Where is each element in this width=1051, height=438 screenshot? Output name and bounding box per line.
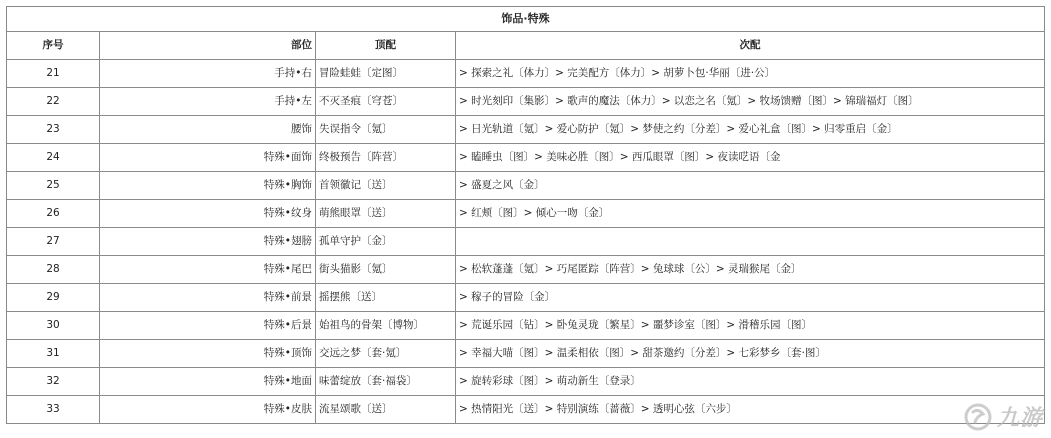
- watermark: [963, 401, 1043, 432]
- cell-alt: [456, 228, 1045, 256]
- cell-slot: 手持•右: [100, 60, 316, 88]
- cell-slot: 腰饰: [100, 116, 316, 144]
- cell-alt: > 时光刻印〔集影〕> 歌声的魔法〔体力〕> 以恋之名〔氪〕> 牧场馈赠〔图〕> 锦瑞福灯〔图〕: [456, 88, 1045, 116]
- cell-slot: 特殊•尾巴: [100, 256, 316, 284]
- cell-top: 孤单守护〔金〕: [316, 228, 456, 256]
- cell-no: 28: [7, 256, 100, 284]
- cell-alt: > 日光轨道〔氪〕> 爱心防护〔氪〕> 梦使之约〔分差〕> 爱心礼盒〔图〕> 归零重启〔金〕: [456, 116, 1045, 144]
- table-row: [7, 340, 1045, 368]
- cell-slot: 特殊•皮肤: [100, 396, 316, 424]
- cell-no: 26: [7, 200, 100, 228]
- cell-no: 22: [7, 88, 100, 116]
- cell-no: 25: [7, 172, 100, 200]
- cell-no: 29: [7, 284, 100, 312]
- cell-top: 摇摆熊〔送〕: [316, 284, 456, 312]
- cell-top: 失误指令〔氪〕: [316, 116, 456, 144]
- cell-alt: > 幸福大喵〔图〕> 温柔相依〔图〕> 甜茶邀约〔分差〕> 七彩梦乡〔套·图〕: [456, 340, 1045, 368]
- cell-slot: 特殊•后景: [100, 312, 316, 340]
- table-row: [7, 200, 1045, 228]
- cell-top: 流星颂歌〔送〕: [316, 396, 456, 424]
- header-alt: 次配: [456, 32, 1045, 60]
- table-row: [7, 396, 1045, 424]
- cell-slot: 特殊•翅膀: [100, 228, 316, 256]
- table-title-row: [7, 7, 1045, 32]
- table-row: [7, 368, 1045, 396]
- cell-no: 24: [7, 144, 100, 172]
- cell-top: 交远之梦〔套·氪〕: [316, 340, 456, 368]
- cell-slot: 特殊•面饰: [100, 144, 316, 172]
- cell-slot: 特殊•前景: [100, 284, 316, 312]
- recommendation-table-container: [6, 6, 1044, 424]
- table-row: [7, 312, 1045, 340]
- table-row: [7, 144, 1045, 172]
- cell-alt: > 松软蓬蓬〔氪〕> 巧尾匿踪〔阵营〕> 兔球球〔公〕> 灵瑞猴尾〔金〕: [456, 256, 1045, 284]
- cell-alt: > 稼子的冒险〔金〕: [456, 284, 1045, 312]
- cell-alt: > 探索之礼〔体力〕> 完美配方〔体力〕> 胡萝卜包·华丽〔进·公〕: [456, 60, 1045, 88]
- watermark-text: 九游: [996, 406, 1043, 431]
- table-row: [7, 88, 1045, 116]
- cell-no: 30: [7, 312, 100, 340]
- cell-no: 27: [7, 228, 100, 256]
- header-no: 序号: [7, 32, 100, 60]
- cell-alt: > 荒诞乐园〔钻〕> 卧兔灵珑〔繁星〕> 噩梦诊室〔图〕> 滑稽乐园〔图〕: [456, 312, 1045, 340]
- cell-no: 33: [7, 396, 100, 424]
- accessory-special-table: [6, 6, 1045, 424]
- cell-alt: > 瞌睡虫〔图〕> 美味必胜〔图〕> 西瓜眼罩〔图〕> 夜读呓语〔金: [456, 144, 1045, 172]
- cell-top: 街头猫影〔氪〕: [316, 256, 456, 284]
- table-title: 饰品·特殊: [7, 7, 1045, 32]
- cell-top: 萌熊眼罩〔送〕: [316, 200, 456, 228]
- cell-alt: > 热情阳光〔送〕> 特别演练〔蔷薇〕> 透明心弦〔六步〕: [456, 396, 1045, 424]
- cell-top: 味蕾绽放〔套·福袋〕: [316, 368, 456, 396]
- cell-top: 冒险蛙蛙〔定图〕: [316, 60, 456, 88]
- header-top: 顶配: [316, 32, 456, 60]
- cell-top: 终极预告〔阵营〕: [316, 144, 456, 172]
- cell-top: 始祖鸟的骨架〔博物〕: [316, 312, 456, 340]
- cell-alt: > 旋转彩球〔图〕> 萌动新生〔登录〕: [456, 368, 1045, 396]
- cell-alt: > 红颊〔图〕> 倾心一吻〔金〕: [456, 200, 1045, 228]
- cell-no: 23: [7, 116, 100, 144]
- table-row: [7, 60, 1045, 88]
- jiuyou-logo-icon: [963, 402, 993, 432]
- cell-top: 首领徽记〔送〕: [316, 172, 456, 200]
- table-row: [7, 256, 1045, 284]
- table-row: [7, 228, 1045, 256]
- cell-no: 21: [7, 60, 100, 88]
- table-header-row: [7, 32, 1045, 60]
- table-row: [7, 172, 1045, 200]
- cell-no: 32: [7, 368, 100, 396]
- table-row: [7, 284, 1045, 312]
- cell-top: 不灭圣痕〔穹苍〕: [316, 88, 456, 116]
- cell-slot: 特殊•顶饰: [100, 340, 316, 368]
- table-row: [7, 116, 1045, 144]
- cell-slot: 特殊•纹身: [100, 200, 316, 228]
- header-slot: 部位: [100, 32, 316, 60]
- cell-slot: 特殊•地面: [100, 368, 316, 396]
- cell-slot: 特殊•胸饰: [100, 172, 316, 200]
- cell-alt: > 盛夏之风〔金〕: [456, 172, 1045, 200]
- cell-no: 31: [7, 340, 100, 368]
- cell-slot: 手持•左: [100, 88, 316, 116]
